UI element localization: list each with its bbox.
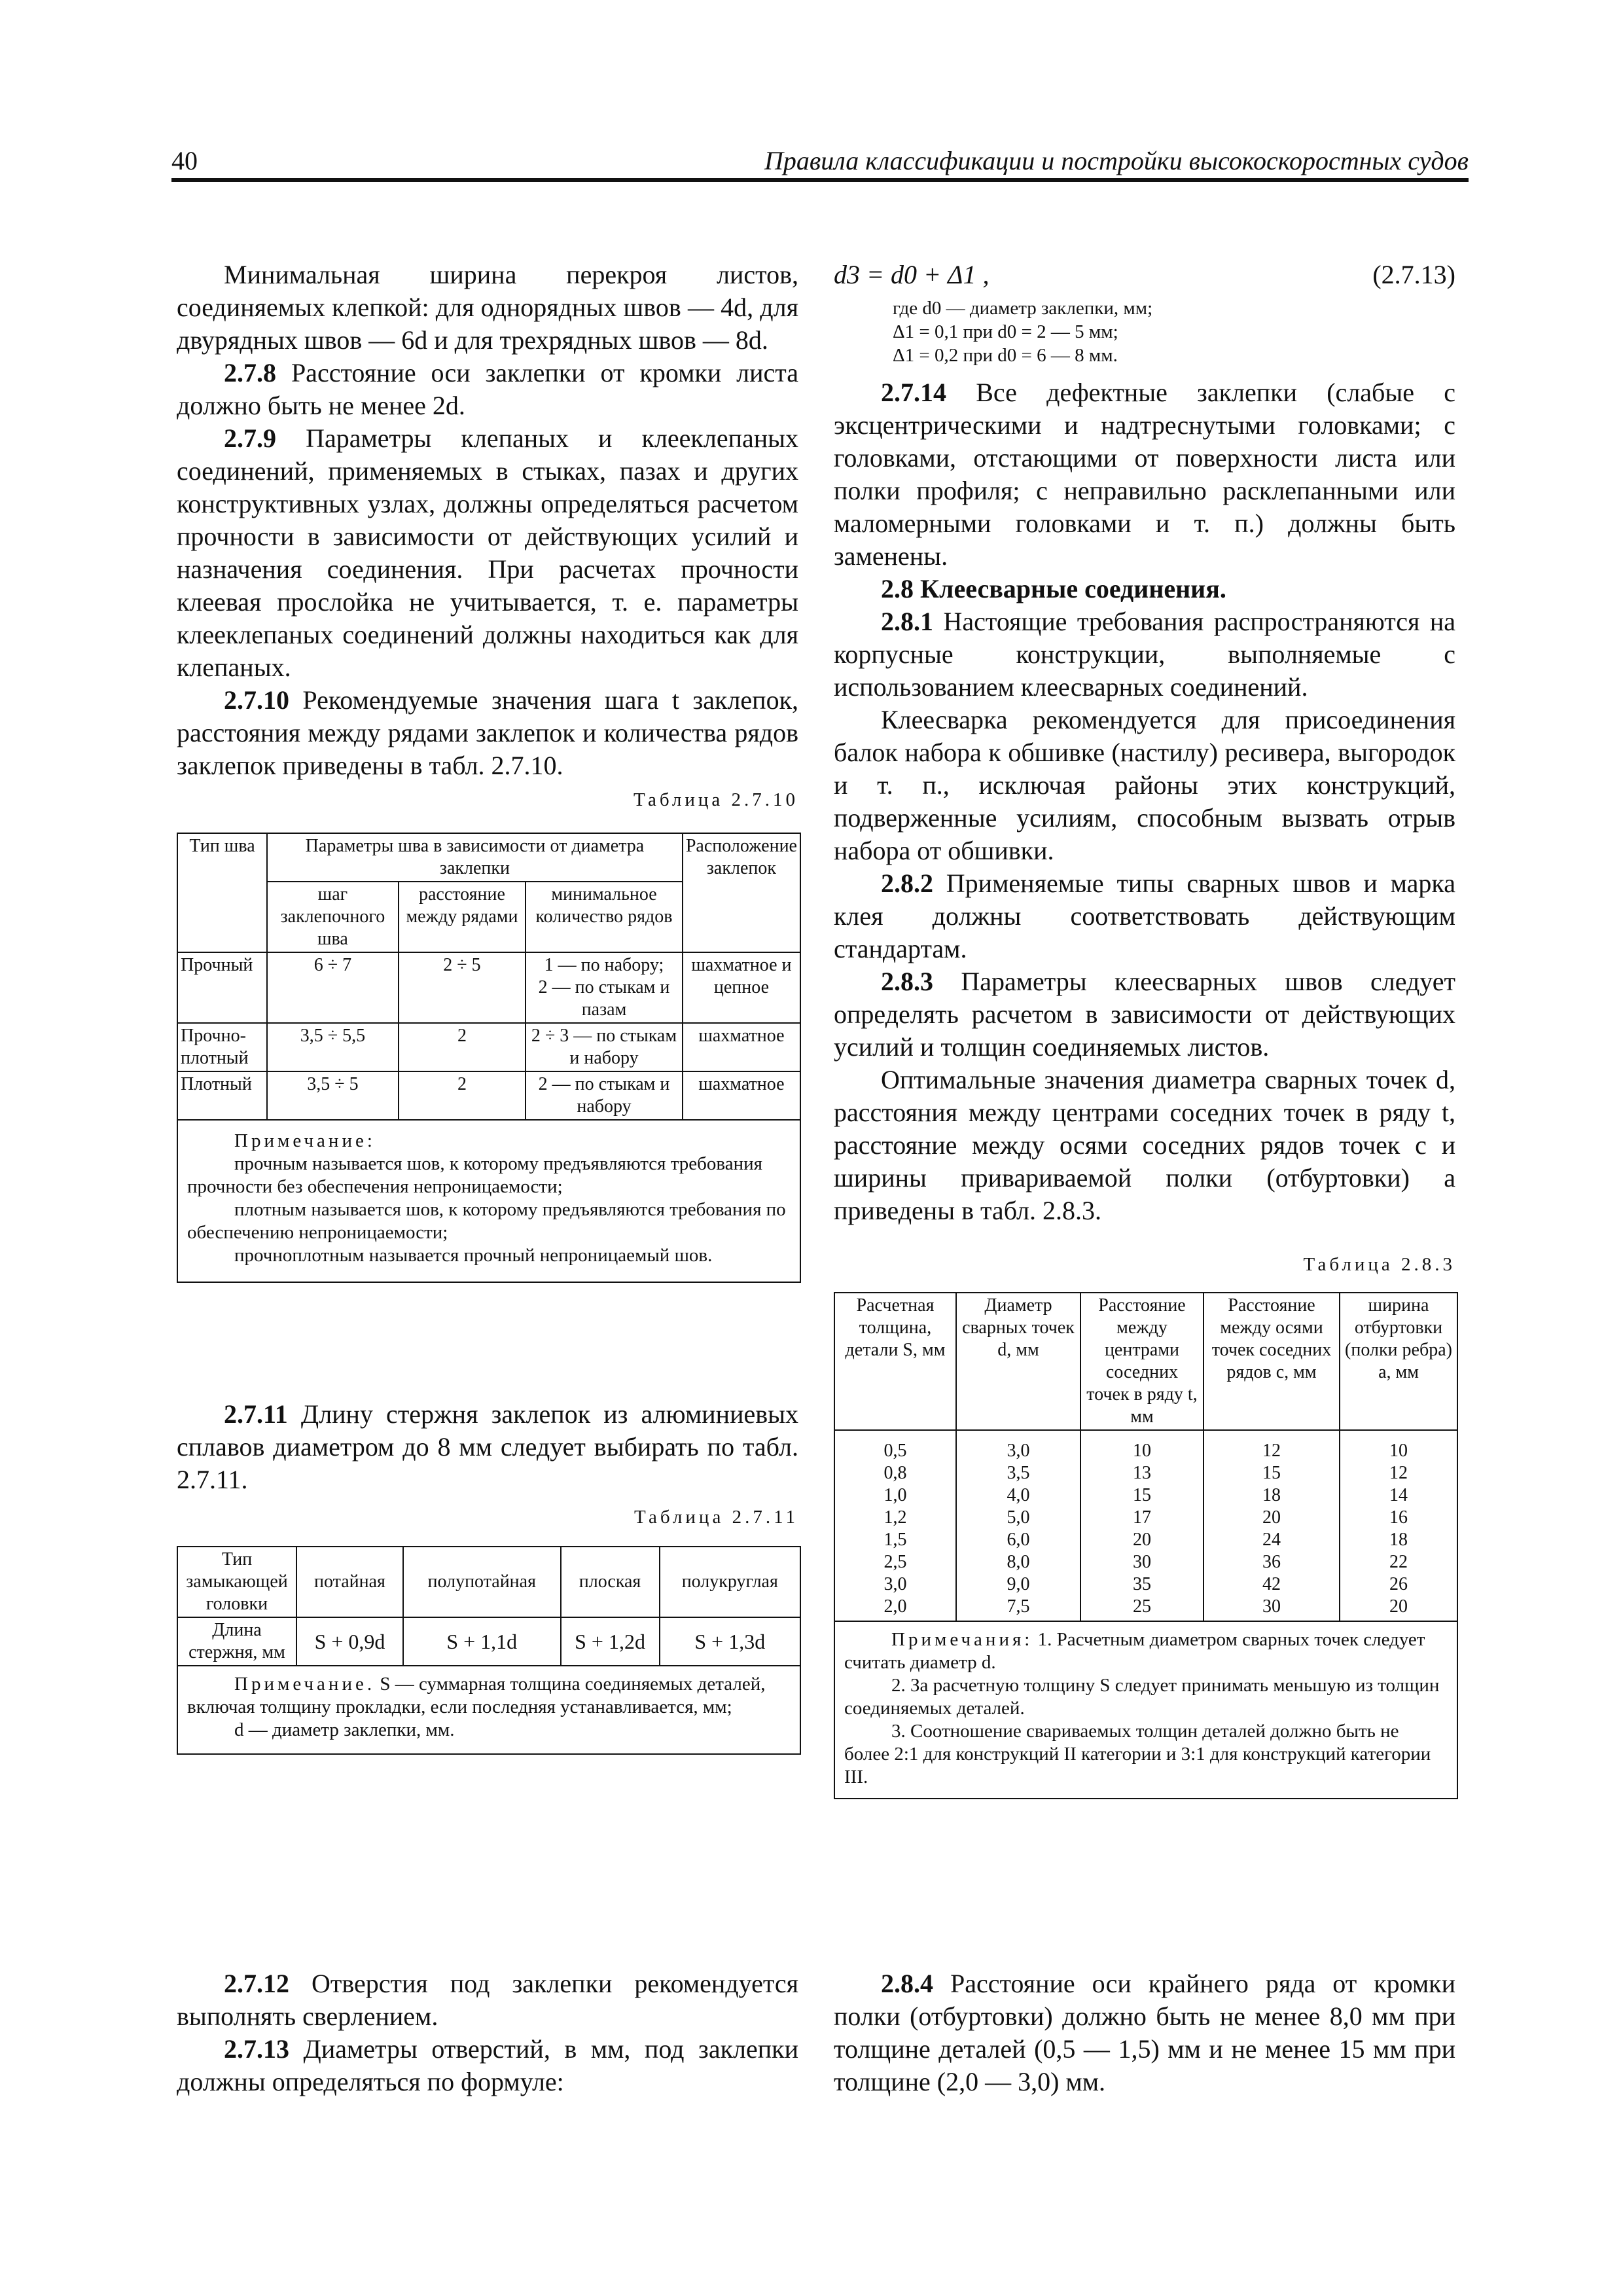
note-title: Примечания: [891,1629,1033,1650]
section-number: 2.7.11 [224,1399,288,1429]
table-2-7-11-caption: Таблица 2.7.11 [634,1507,798,1528]
header-divider [171,178,1469,182]
section-number: 2.7.12 [224,1969,289,1998]
header-flange-width: ширина отбуртовки (полки ребра) a, мм [1340,1293,1457,1430]
formula: d3 = d0 + Δ1 , [834,260,990,289]
header-min-rows: минимальное количество рядов [526,882,683,952]
formula-number: (2.7.13) [1372,260,1455,289]
cell-pitch: 6 ÷ 7 [267,952,399,1023]
table-2-7-10-note [177,1120,800,1282]
cell-position: шахматное и цепное [683,952,800,1023]
cell-min-rows: 2 — по стыкам и набору [526,1071,683,1120]
section-text: Отверстия под заклепки рекомендуется выполнять сверлением. [177,1969,798,2031]
table-2-8-3-note [834,1621,1457,1799]
formula-where-2: Δ1 = 0,1 при d0 = 2 — 5 мм; [893,321,1118,342]
column-axis-distance-values: 12 15 18 20 24 36 42 30 [1204,1430,1340,1621]
column-thickness-values: 0,5 0,8 1,0 1,2 1,5 2,5 3,0 2,0 [834,1430,956,1621]
section-2-8-4 [834,1967,1455,2098]
note-line: плотным называется шов, к которому предъявляются требования по обеспечению непроницаемости; [187,1199,786,1243]
section-text: Длину стержня заклепок из алюминиевых сплавов диаметром до 8 мм следует выбирать по табл. 2.7.11. [177,1399,799,1494]
running-title: Правила классификации и постройки высокоскоростных судов [764,146,1469,175]
cell-distance: 2 [399,1023,526,1071]
column-center-distance-values: 10 13 15 17 20 30 35 25 [1080,1430,1204,1621]
length-semi-countersunk: S + 1,1d [403,1617,561,1666]
section-number: 2.8.3 [881,967,933,996]
section-number: 2.8.4 [881,1969,933,1998]
section-2-7-12 [177,1967,798,2033]
header-semi-countersunk: полупотайная [403,1547,561,1617]
left-column-top [177,259,798,782]
note-line: прочным называется шов, к которому предъявляются требования прочности без обеспечения непроницаемости; [187,1153,762,1197]
section-number: 2.7.9 [224,423,276,453]
header-flat: плоская [561,1547,660,1617]
note-line: 2. За расчетную толщину S следует принимать меньшую из толщин соединяемых деталей. [844,1675,1440,1719]
section-2-8-1 [834,605,1455,704]
cell-type: Прочный [177,952,267,1023]
header-rivet-position: Расположение заклепок [683,833,800,952]
header-countersunk: потайная [296,1547,403,1617]
note-line: прочноплотным называется прочный непроницаемый шов. [234,1245,713,1266]
cell-type: Плотный [177,1071,267,1120]
section-2-7-11 [177,1398,798,1496]
formula-where-1: где d0 — диаметр заклепки, мм; [893,298,1153,319]
note-line: 1. Расчетным диаметром сварных точек следует считать диаметр d. [844,1629,1425,1673]
section-text: Расстояние оси крайнего ряда от кромки полки (отбуртовки) должно быть не менее 8,0 мм при толщине деталей (0,5 — 1,5) мм и не менее 15 мм при толщине (2,0 — 3,0) мм. [834,1969,1456,2096]
cell-distance: 2 ÷ 5 [399,952,526,1023]
section-text: Рекомендуемые значения шага t заклепок, расстояния между рядами заклепок и количества рядов заклепок приведены в табл. 2.7.10. [177,685,799,780]
cell-type: Прочно-плотный [177,1023,267,1071]
formula-where-3: Δ1 = 0,2 при d0 = 6 — 8 мм. [893,345,1118,366]
column-diameter-values: 3,0 3,5 4,0 5,0 6,0 8,0 9,0 7,5 [956,1430,1080,1621]
section-number: 2.7.10 [224,685,289,715]
cell-min-rows: 1 — по набору; 2 — по стыкам и пазам [526,952,683,1023]
header-semi-round: полукруглая [660,1547,800,1617]
right-column-bottom [834,1967,1455,2098]
header-row-distance: расстояние между рядами [399,882,526,952]
cell-pitch: 3,5 ÷ 5 [267,1071,399,1120]
section-2-7-10 [177,684,798,782]
paragraph-overlap-width: Минимальная ширина перекроя листов, соединяемых клепкой: для однорядных швов — 4d, для двурядных швов — 6d и для трехрядных швов — 8d. [177,260,798,355]
right-column-top [834,259,1455,1227]
note-line: 3. Соотношение свариваемых толщин деталей должно быть не более 2:1 для конструкций II категории и 3:1 для конструкций категории III. [844,1721,1431,1787]
section-2-8-3 [834,965,1455,1064]
note-line: d — диаметр заклепки, мм. [234,1719,455,1740]
section-2-7-8 [177,357,798,422]
table-2-7-10 [177,833,801,1283]
note-title: Примечание: [234,1130,376,1151]
header-center-distance: Расстояние между центрами соседних точек в ряду t, мм [1080,1293,1204,1430]
cell-position: шахматное [683,1023,800,1071]
section-text: Настоящие требования распространяются на корпусные конструкции, выполняемые с использованием клеесварных соединений. [834,607,1456,702]
section-text: Применяемые типы сварных швов и марка клея должны соответствовать действующим стандартам. [834,869,1455,963]
header-pitch: шаг заклепочного шва [267,882,399,952]
section-text: Параметры клеесварных швов следует определять расчетом в зависимости от действующих усилий и толщин соединяемых листов. [834,967,1456,1062]
section-number: 2.7.13 [224,2034,289,2064]
note-text: S — суммарная толщина соединяемых деталей, включая толщину прокладки, если последняя устанавливается, мм; [187,1674,766,1717]
section-2-7-13 [177,2033,798,2098]
table-2-7-10-caption: Таблица 2.7.10 [633,789,798,810]
length-flat: S + 1,2d [561,1617,660,1666]
table-row [177,1023,800,1071]
table-2-7-11 [177,1546,801,1755]
length-countersunk: S + 0,9d [296,1617,403,1666]
cell-pitch: 3,5 ÷ 5,5 [267,1023,399,1071]
note-title: Примечание. [234,1674,376,1695]
table-2-7-11-note [177,1666,800,1754]
table-row [177,952,800,1023]
paragraph-optimal: Оптимальные значения диаметра сварных точек d, расстояния между центрами соседних точек в ряду t, расстояние между осями соседних рядов точек c и ширины привариваемой полки (отбуртовки) a приведены в табл. 2.8.3. [834,1065,1455,1225]
table-row [177,1071,800,1120]
section-2-8-title: 2.8 Клеесварные соединения. [881,574,1226,603]
section-text: Параметры клепаных и клееклепаных соединений, применяемых в стыках, пазах и других конструктивных узлах, должны определяться расчетом прочности в зависимости от действующих усилий и назначения соединения. При расчетах прочности клеевая прослойка не учитывается, т. е. параметры клееклепаных соединений должны находиться как для клепаных. [177,423,799,682]
section-number: 2.8.1 [881,607,933,636]
header-head-type: Тип замыкающей головки [177,1547,296,1617]
table-2-8-3-caption: Таблица 2.8.3 [1303,1254,1455,1275]
header-diameter: Диаметр сварных точек d, мм [956,1293,1080,1430]
cell-position: шахматное [683,1071,800,1120]
section-number: 2.7.14 [881,378,946,407]
cell-distance: 2 [399,1071,526,1120]
section-2-7-9 [177,422,798,684]
header-seam-type: Тип шва [177,833,267,952]
section-text: Расстояние оси заклепки от кромки листа должно быть не менее 2d. [177,358,799,420]
section-2-8-2 [834,867,1455,965]
section-2-7-14 [834,376,1455,573]
header-thickness: Расчетная толщина, детали S, мм [834,1293,956,1430]
left-column-bottom [177,1967,798,2098]
section-text: Все дефектные заклепки (слабые с эксцентрическими и надтреснутыми головками; с головками, отстающими от поверхности листа или полки профиля; с неправильно расклепанными или маломерными головками и т. п.) должны быть заменены. [834,378,1455,571]
section-number: 2.7.8 [224,358,276,387]
paragraph-klee: Клеесварка рекомендуется для присоединения балок набора к обшивке (настилу) ресивера, выгородок и т. п., исключая районы этих конструкций, подверженные усилиям, способным вызвать отрыв набора от обшивки. [834,705,1455,865]
header-seam-params: Параметры шва в зависимости от диаметра заклепки [267,833,683,882]
header-axis-distance: Расстояние между осями точек соседних рядов c, мм [1204,1293,1340,1430]
column-flange-width-values: 10 12 14 16 18 22 26 20 [1340,1430,1457,1621]
table-2-8-3 [834,1292,1458,1799]
cell-min-rows: 2 ÷ 3 — по стыкам и набору [526,1023,683,1071]
section-text: Диаметры отверстий, в мм, под заклепки должны определяться по формуле: [177,2034,799,2096]
section-number: 2.8.2 [881,869,933,898]
formula-2-7-13 [834,259,1455,291]
length-semi-round: S + 1,3d [660,1617,800,1666]
page-number: 40 [171,146,198,175]
row-label-length: Длина стержня, мм [177,1617,296,1666]
